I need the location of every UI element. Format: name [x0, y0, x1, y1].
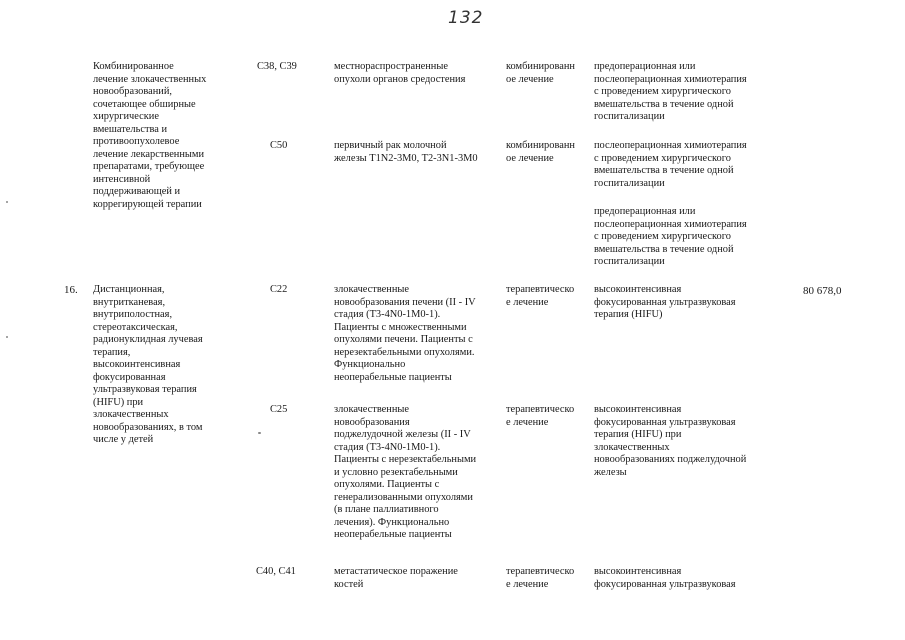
- row-15-treatment-2: комбинированн ое лечение: [506, 140, 575, 164]
- row-15-treatment-1: комбинированн ое лечение: [506, 61, 575, 85]
- scan-speck: [6, 201, 8, 203]
- row-15-codes-2: C50: [270, 140, 288, 151]
- row-15-codes-1: C38, C39: [257, 61, 297, 72]
- row-16-treatment-1: терапевтическо е лечение: [506, 284, 575, 308]
- row-15-model-1: местнораспространенные опухоли органов средостения: [334, 61, 466, 85]
- row-15-description-1: предоперационная или послеоперационная химиотерапия с проведением хирургического вмешательства в течение одной госпитализации: [594, 61, 747, 122]
- row-16-model-1: злокачественные новообразования печени (II - IV стадия (T3-4N0-1M0-1). Пациенты с множественными опухолями печени. Пациенты с нерезектабельными опухолями. Функционально неоперабельные пациенты: [334, 284, 476, 383]
- row-16-treatment-3: терапевтическо е лечение: [506, 566, 575, 590]
- row-15-model-2: первичный рак молочной железы T1N2-3M0, T2-3N1-3M0: [334, 140, 478, 164]
- row-15-description-2b: предоперационная или послеоперационная химиотерапия с проведением хирургического вмешательства в течение одной госпитализации: [594, 206, 747, 267]
- row-16-method: Дистанционная, внутритканевая, внутриполостная, стереотаксическая, радионуклидная лучевая терапия, высокоинтенсивная фокусированная ультразвуковая терапия (HIFU) при злокачественных новообразованиях, в том числе у детей: [93, 284, 203, 445]
- row-15-description-2: послеоперационная химиотерапия с проведением хирургического вмешательства в течение одной госпитализации: [594, 140, 747, 189]
- row-16-treatment-2: терапевтическо е лечение: [506, 404, 575, 428]
- row-16-description-2: высокоинтенсивная фокусированная ультразвуковая терапия (HIFU) при злокачественных новообразованиях поджелудочной железы: [594, 404, 747, 478]
- row-16-description-3: высокоинтенсивная фокусированная ультразвуковая: [594, 566, 736, 590]
- row-16-codes-3: C40, C41: [256, 566, 296, 577]
- row-16-codes-2: C25: [270, 404, 288, 415]
- page-number: 132: [448, 8, 484, 28]
- scan-speck: [6, 336, 8, 338]
- row-16-description-1: высокоинтенсивная фокусированная ультразвуковая терапия (HIFU): [594, 284, 736, 320]
- row-16-number: 16.: [64, 284, 78, 296]
- row-16-model-3: метастатическое поражение костей: [334, 566, 458, 590]
- row-16-model-2: злокачественные новообразования поджелудочной железы (II - IV стадия (T3-4N0-1M0-1). Пациенты с нерезектабельными и условно резектабельными опухолями. Пациенты с генерализованными опухолями (в плане паллиативного лечения). Функционально неоперабельные пациенты: [334, 404, 477, 540]
- scan-speck: [258, 432, 261, 434]
- row-16-codes-1: C22: [270, 284, 288, 295]
- row-15-method: Комбинированное лечение злокачественных новообразований, сочетающее обширные хирургические вмешательства и противоопухолевое лечение лекарственными препаратами, требующее интенсивной поддерживающей и коррегирующей терапии: [93, 61, 207, 210]
- row-16-cost: 80 678,0: [803, 285, 842, 297]
